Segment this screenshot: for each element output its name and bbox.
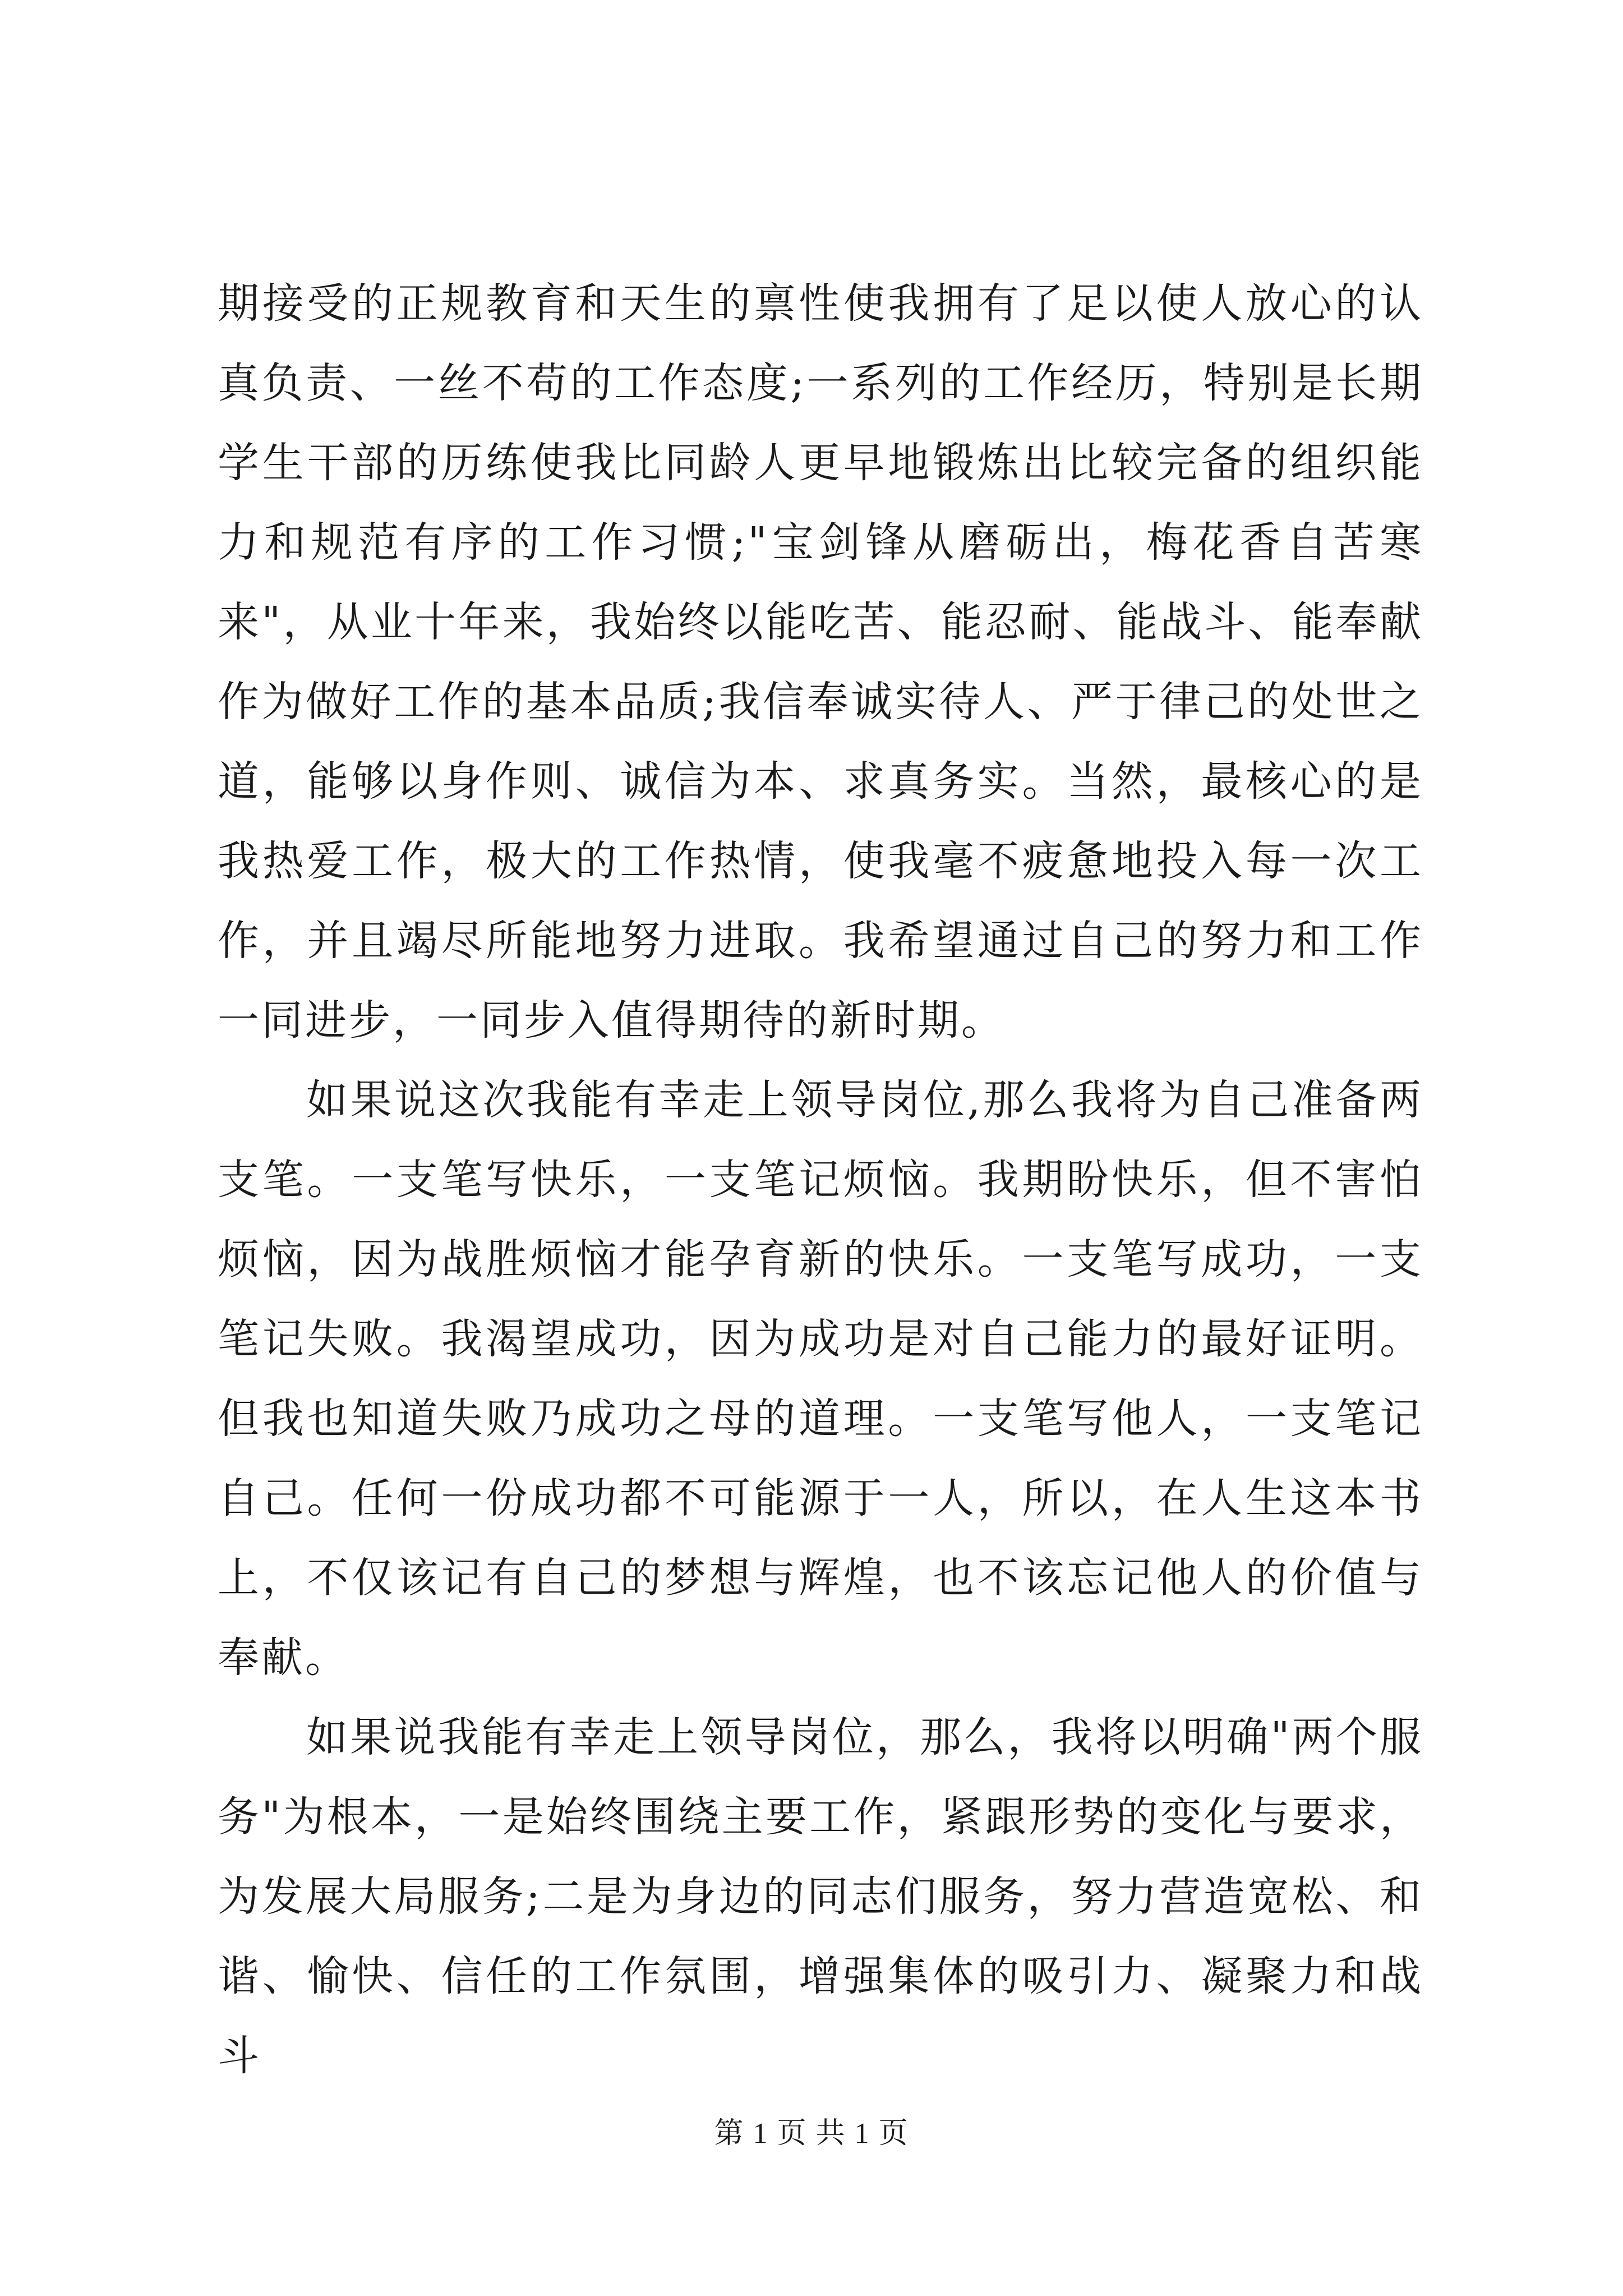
paragraph-two-pens: 如果说这次我能有幸走上领导岗位,那么我将为自己准备两支笔。一支笔写快乐，一支笔记烦恼。我期盼快乐，但不害怕烦恼，因为战胜烦恼才能孕育新的快乐。一支笔写成功，一支笔记失败。我渴望成功，因为成功是对自己能力的最好证明。但我也知道失败乃成功之母的道理。一支笔写他人，一支笔记自己。任何一份成功都不可能源于一人，所以，在人生这本书上，不仅该记有自己的梦想与辉煌，也不该忘记他人的价值与奉献。 (218, 1076, 1423, 1682)
page-footer: 第 1 页 共 1 页 (714, 2118, 909, 2150)
document-body (218, 264, 1423, 2096)
paragraph-two-services: 如果说我能有幸走上领导岗位，那么，我将以明确"两个服务"为根本，一是始终围绕主要工作，紧跟形势的变化与要求，为发展大局服务;二是为身边的同志们服务，努力营造宽松、和谐、愉快、信任的工作氛围，增强集体的吸引力、凝聚力和战斗 (218, 1713, 1423, 2080)
paragraph-continuation: 期接受的正规教育和天生的禀性使我拥有了足以使人放心的认真负责、一丝不苟的工作态度;一系列的工作经历，特别是长期学生干部的历练使我比同龄人更早地锻炼出比较完备的组织能力和规范有序的工作习惯;"宝剑锋从磨砺出，梅花香自苦寒来"，从业十年来，我始终以能吃苦、能忍耐、能战斗、能奉献作为做好工作的基本品质;我信奉诚实待人、严于律己的处世之道，能够以身作则、诚信为本、求真务实。当然，最核心的是我热爱工作，极大的工作热情，使我毫不疲惫地投入每一次工作，并且竭尽所能地努力进取。我希望通过自己的努力和工作一同进步，一同步入值得期待的新时期。 (218, 279, 1423, 1045)
